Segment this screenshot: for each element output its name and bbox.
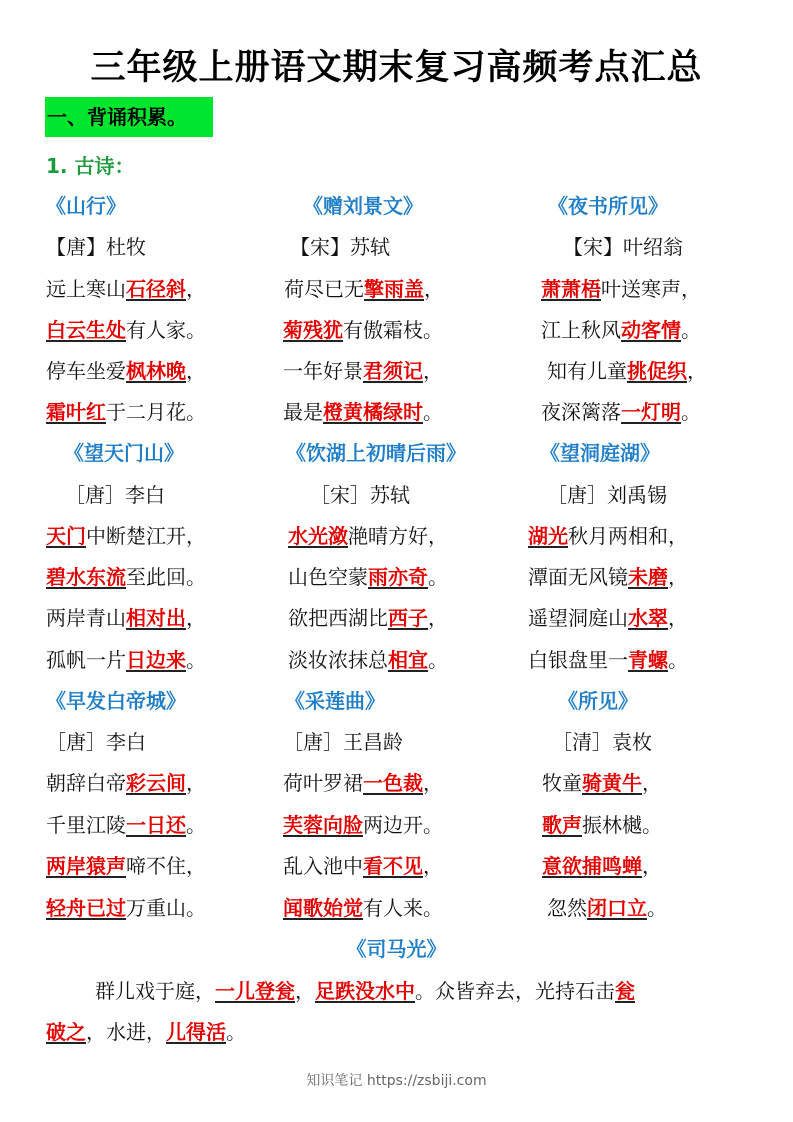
answer-blank: 雨亦奇 bbox=[368, 565, 428, 589]
poem-line: 荷叶罗裙一色裁， bbox=[283, 771, 443, 795]
poem-line: 碧水东流至此回。 bbox=[46, 565, 206, 589]
poem-line: 荷尽已无擎雨盖， bbox=[284, 277, 444, 301]
answer-blank: 日边来 bbox=[126, 648, 186, 672]
poem-line: 欲把西湖比西子， bbox=[288, 606, 448, 630]
answer-blank: 擎雨盖 bbox=[364, 277, 424, 301]
poem-line: 湖光秋月两相和， bbox=[528, 524, 688, 548]
answer-blank: 一儿登瓮 bbox=[215, 979, 295, 1003]
poem-line: 歌声振林樾。 bbox=[542, 813, 662, 837]
answer-blank: 青螺 bbox=[628, 648, 668, 672]
answer-blank: 枫林晚 bbox=[126, 359, 186, 383]
answer-blank: 碧水东流 bbox=[46, 565, 126, 589]
poem-author: 【宋】叶绍翁 bbox=[563, 235, 683, 259]
poem-title: 《山行》 bbox=[46, 194, 126, 218]
poem-line: 忽然闭口立。 bbox=[547, 896, 667, 920]
poem-author: 【宋】苏轼 bbox=[290, 235, 390, 259]
poem-line: 两岸青山相对出， bbox=[46, 606, 206, 630]
answer-blank: 君须记 bbox=[363, 359, 423, 383]
answer-blank: 天门 bbox=[46, 524, 86, 548]
poem-line: 千里江陵一日还。 bbox=[46, 813, 206, 837]
answer-blank: 挑促织 bbox=[627, 359, 687, 383]
answer-blank: 一日还 bbox=[126, 813, 186, 837]
poem-line: 牧童骑黄牛， bbox=[542, 771, 662, 795]
answer-blank: 闻歌始觉 bbox=[283, 896, 363, 920]
answer-blank: 彩云间 bbox=[126, 771, 186, 795]
answer-blank: 水翠 bbox=[628, 606, 668, 630]
poem-author: ［唐］王昌龄 bbox=[283, 730, 403, 754]
poem-line: 天门中断楚江开， bbox=[46, 524, 206, 548]
answer-blank: 水光潋 bbox=[288, 524, 348, 548]
answer-blank: 瓮 bbox=[615, 979, 635, 1003]
poem-line: 孤帆一片日边来。 bbox=[46, 648, 206, 672]
answer-blank: 橙黄橘绿时 bbox=[323, 400, 423, 424]
poem-author: ［清］袁枚 bbox=[552, 730, 652, 754]
answer-blank: 看不见 bbox=[363, 854, 423, 878]
poem-line: 闻歌始觉有人来。 bbox=[283, 896, 443, 920]
answer-blank: 一灯明 bbox=[621, 400, 681, 424]
poem-line: 知有儿童挑促织， bbox=[547, 359, 707, 383]
poem-title: 《采莲曲》 bbox=[285, 689, 385, 713]
poem-line: 淡妆浓抹总相宜。 bbox=[288, 648, 448, 672]
answer-blank: 萧萧梧 bbox=[541, 277, 601, 301]
answer-blank: 相对出 bbox=[126, 606, 186, 630]
answer-blank: 儿得活 bbox=[166, 1020, 226, 1044]
footer-watermark: 知识笔记 https://zsbiji.com bbox=[306, 1073, 487, 1089]
poem-line: 遥望洞庭山水翠， bbox=[528, 606, 688, 630]
poem-line: 意欲捕鸣蝉， bbox=[542, 854, 662, 878]
poem-line: 水光潋滟晴方好， bbox=[288, 524, 448, 548]
answer-blank: 骑黄牛 bbox=[582, 771, 642, 795]
answer-blank: 破之 bbox=[46, 1020, 86, 1044]
section-heading: 一、背诵积累。 bbox=[45, 97, 213, 137]
poem-line: 霜叶红于二月花。 bbox=[46, 400, 206, 424]
prose-line: 破之，水进，儿得活。 bbox=[46, 1020, 246, 1044]
poem-title: 《赠刘景文》 bbox=[303, 194, 423, 218]
poem-author: ［宋］苏轼 bbox=[310, 483, 410, 507]
poem-line: 菊残犹有傲霜枝。 bbox=[283, 318, 443, 342]
page-title: 三年级上册语文期末复习高频考点汇总 bbox=[90, 48, 703, 88]
poem-title: 《所见》 bbox=[558, 689, 638, 713]
poem-line: 乱入池中看不见， bbox=[283, 854, 443, 878]
poem-line: 白云生处有人家。 bbox=[46, 318, 206, 342]
subsection-heading: 1. 古诗： bbox=[46, 154, 135, 178]
answer-blank: 足跌没水中 bbox=[315, 979, 415, 1003]
answer-blank: 霜叶红 bbox=[46, 400, 106, 424]
poem-title: 《望洞庭湖》 bbox=[540, 441, 660, 465]
answer-blank: 石径斜 bbox=[126, 277, 186, 301]
poem-line: 夜深篱落一灯明。 bbox=[541, 400, 701, 424]
answer-blank: 相宜 bbox=[388, 648, 428, 672]
answer-blank: 轻舟已过 bbox=[46, 896, 126, 920]
answer-blank: 意欲捕鸣蝉 bbox=[542, 854, 642, 878]
poem-line: 远上寒山石径斜， bbox=[46, 277, 206, 301]
poem-line: 潭面无风镜未磨， bbox=[528, 565, 688, 589]
answer-blank: 湖光 bbox=[528, 524, 568, 548]
answer-blank: 白云生处 bbox=[46, 318, 126, 342]
answer-blank: 闭口立 bbox=[587, 896, 647, 920]
answer-blank: 两岸猿声 bbox=[46, 854, 126, 878]
poem-line: 一年好景君须记， bbox=[283, 359, 443, 383]
poem-title: 《望天门山》 bbox=[64, 441, 184, 465]
poem-author: ［唐］李白 bbox=[65, 483, 165, 507]
poem-line: 轻舟已过万重山。 bbox=[46, 896, 206, 920]
poem-line: 朝辞白帝彩云间， bbox=[46, 771, 206, 795]
poem-author: ［唐］李白 bbox=[46, 730, 146, 754]
prose-line: 群儿戏于庭，一儿登瓮，足跌没水中。众皆弃去，光持石击瓮 bbox=[95, 979, 635, 1003]
poem-line: 芙蓉向脸两边开。 bbox=[283, 813, 443, 837]
answer-blank: 菊残犹 bbox=[283, 318, 343, 342]
poem-title: 《早发白帝城》 bbox=[46, 689, 186, 713]
prose-title: 《司马光》 bbox=[346, 937, 447, 961]
answer-blank: 一色裁 bbox=[363, 771, 423, 795]
answer-blank: 西子 bbox=[388, 606, 428, 630]
poem-line: 萧萧梧叶送寒声， bbox=[541, 277, 701, 301]
poem-line: 最是橙黄橘绿时。 bbox=[283, 400, 443, 424]
poem-line: 停车坐爱枫林晚， bbox=[46, 359, 206, 383]
answer-blank: 歌声 bbox=[542, 813, 582, 837]
poem-line: 两岸猿声啼不住， bbox=[46, 854, 206, 878]
answer-blank: 未磨 bbox=[628, 565, 668, 589]
poem-line: 江上秋风动客情。 bbox=[541, 318, 701, 342]
poem-line: 山色空蒙雨亦奇。 bbox=[288, 565, 448, 589]
answer-blank: 芙蓉向脸 bbox=[283, 813, 363, 837]
poem-title: 《夜书所见》 bbox=[548, 194, 668, 218]
answer-blank: 动客情 bbox=[621, 318, 681, 342]
poem-title: 《饮湖上初晴后雨》 bbox=[286, 441, 466, 465]
poem-line: 白银盘里一青螺。 bbox=[528, 648, 688, 672]
poem-author: ［唐］刘禹锡 bbox=[547, 483, 667, 507]
poem-author: 【唐】杜牧 bbox=[46, 235, 146, 259]
